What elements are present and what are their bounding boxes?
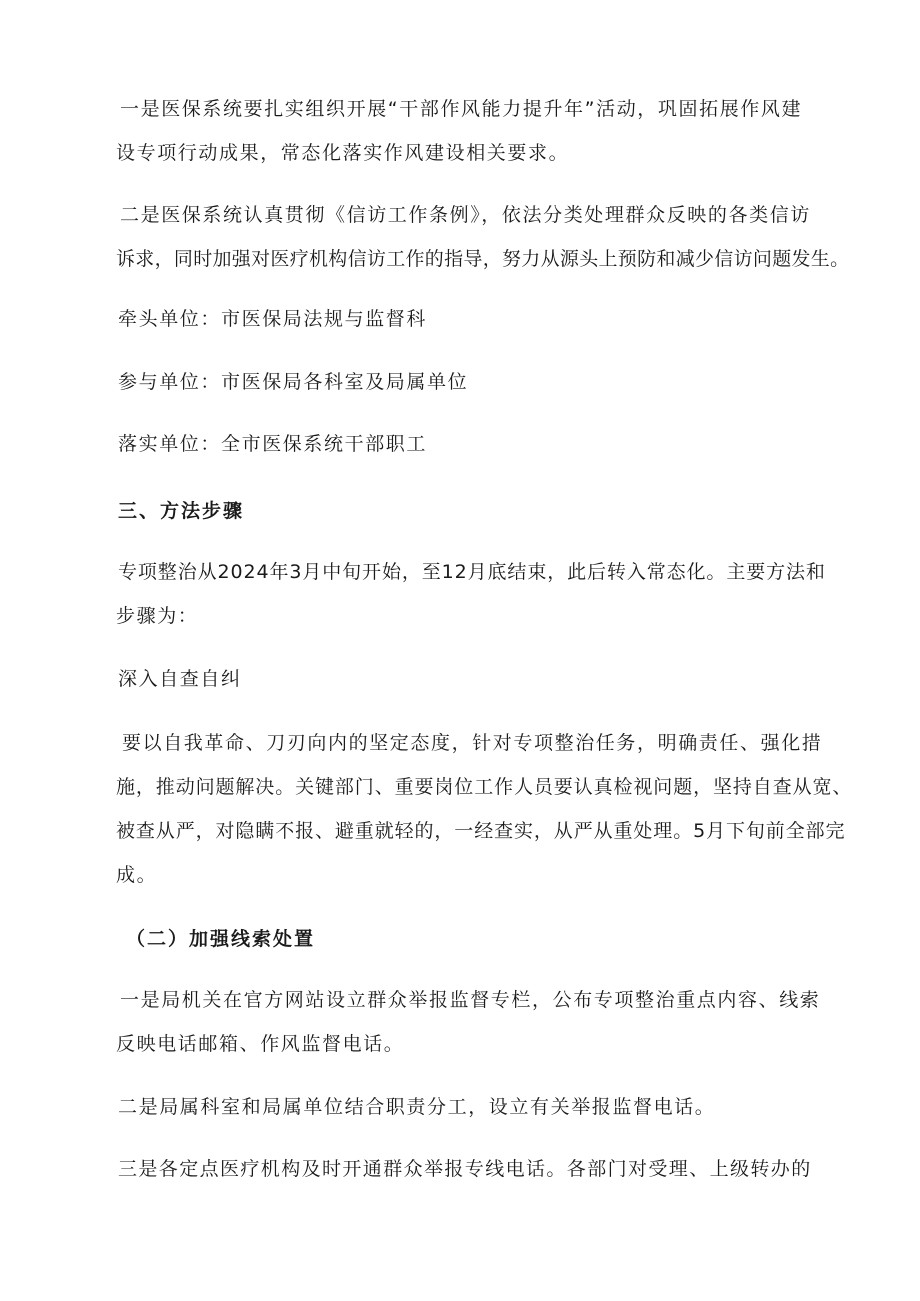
paragraph-self-check — [118, 721, 860, 897]
paragraph-line: 步骤为： — [116, 605, 199, 627]
paragraph-line: 三是各定点医疗机构及时开通群众举报专线电话。各部门对受理、上级转办的 — [118, 1158, 812, 1180]
subheading-clues — [126, 917, 868, 961]
paragraph-line: 专项整治从2024年3月中旬开始，至12月底结束，此后转入常态化。主要方法和 — [118, 561, 826, 583]
paragraph-reporting-phones — [118, 1085, 860, 1129]
paragraph-line: 被查从严，对隐瞒不报、避重就轻的，一经查实，从严从重处理。5月下旬前全部完 — [116, 820, 846, 842]
lead-unit-text: 牵头单位：市医保局法规与监督科 — [118, 308, 428, 330]
section-heading-methods — [118, 489, 860, 533]
subheading-self-check — [118, 657, 860, 701]
paragraph-line: 诉求，同时加强对医疗机构信访工作的指导，努力从源头上预防和减少信访问题发生。 — [116, 248, 850, 270]
paragraph-hotline — [118, 1147, 860, 1191]
paragraph-line: 二是医保系统认真贯彻《信访工作条例》，依法分类处理群众反映的各类信访 — [120, 204, 811, 226]
participating-units — [118, 360, 860, 404]
paragraph-line: 一是医保系统要扎实组织开展“干部作风能力提升年”活动，巩固拓展作风建 — [120, 98, 803, 120]
paragraph-line: 成。 — [116, 864, 158, 886]
subheading-text: 深入自查自纠 — [118, 668, 242, 690]
section-heading-text: 三、方法步骤 — [118, 500, 245, 522]
lead-unit — [118, 297, 860, 341]
implementing-units-text: 落实单位：全市医保系统干部职工 — [118, 433, 428, 455]
paragraph-line: 施，推动问题解决。关键部门、重要岗位工作人员要认真检视问题，坚持自查从宽、 — [116, 776, 853, 798]
paragraph-line: 要以自我革命、刀刃向内的坚定态度，针对专项整治任务，明确责任、强化措 — [122, 732, 823, 754]
paragraph-line: 反映电话邮箱、作风监督电话。 — [116, 1033, 405, 1055]
participating-units-text: 参与单位：市医保局各科室及局属单位 — [118, 371, 469, 393]
paragraph-petition — [118, 193, 860, 281]
paragraph-line: 一是局机关在官方网站设立群众举报监督专栏，公布专项整治重点内容、线索 — [120, 989, 821, 1011]
paragraph-reporting-column — [118, 978, 860, 1066]
implementing-units — [118, 422, 860, 466]
subheading-text: （二）加强线索处置 — [126, 928, 316, 950]
paragraph-work-style — [118, 87, 860, 175]
paragraph-line: 二是局属科室和局属单位结合职责分工，设立有关举报监督电话。 — [118, 1096, 716, 1118]
paragraph-line: 设专项行动成果，常态化落实作风建设相关要求。 — [116, 142, 570, 164]
paragraph-schedule — [118, 550, 860, 638]
